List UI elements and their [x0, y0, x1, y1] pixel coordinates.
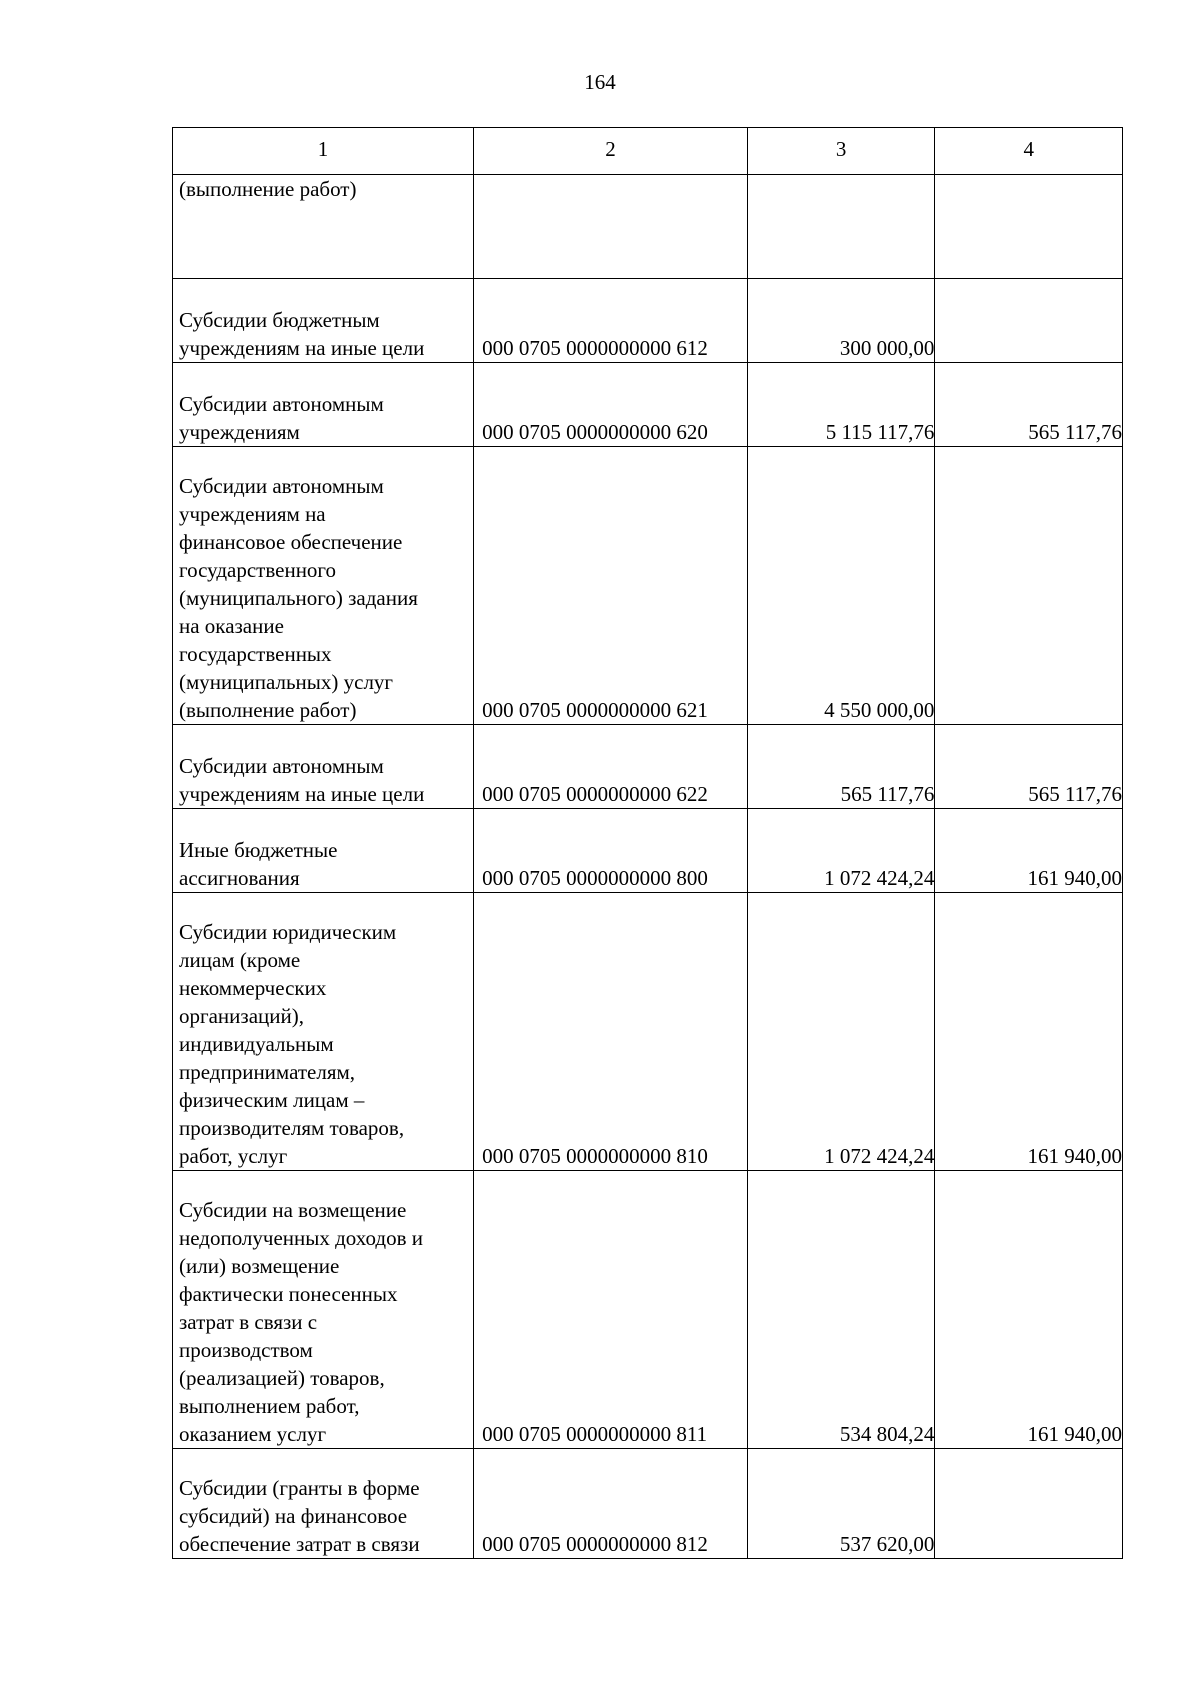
budget-table — [172, 127, 1123, 1559]
row-name-line: Субсидии бюджетным — [179, 308, 380, 332]
row-name-cell — [173, 175, 474, 279]
table-row — [173, 809, 1123, 893]
amount-col3-cell: 4 550 000,00 — [747, 447, 935, 725]
row-name-line: недополученных доходов и — [179, 1226, 423, 1250]
row-name-cell — [173, 1449, 474, 1559]
row-name-line: учреждениям на иные цели — [179, 782, 425, 806]
row-name-line: организаций), — [179, 1004, 304, 1028]
row-name-cell — [173, 279, 474, 363]
table-row — [173, 893, 1123, 1171]
budget-code-cell: 000 0705 0000000000 812 — [474, 1449, 748, 1559]
budget-code-cell — [474, 175, 748, 279]
budget-code-cell: 000 0705 0000000000 612 — [474, 279, 748, 363]
table-row — [173, 279, 1123, 363]
row-name-line: финансовое обеспечение — [179, 530, 403, 554]
row-name-line: производством — [179, 1338, 313, 1362]
row-name-line: работ, услуг — [179, 1144, 288, 1168]
amount-col4-cell — [935, 175, 1123, 279]
row-name-cell — [173, 447, 474, 725]
row-name-line: предпринимателям, — [179, 1060, 356, 1084]
row-name-line: государственного — [179, 558, 337, 582]
budget-code-cell: 000 0705 0000000000 800 — [474, 809, 748, 893]
amount-col4-cell: 161 940,00 — [935, 809, 1123, 893]
amount-col4-cell: 161 940,00 — [935, 1171, 1123, 1449]
budget-code-cell: 000 0705 0000000000 620 — [474, 363, 748, 447]
row-name-line: оказанием услуг — [179, 1422, 327, 1446]
row-name-line: учреждениям — [179, 420, 300, 444]
row-name-line: фактически понесенных — [179, 1282, 398, 1306]
row-name-line: учреждениям на — [179, 502, 326, 526]
row-name-line: (выполнение работ) — [179, 698, 357, 722]
budget-code-cell: 000 0705 0000000000 622 — [474, 725, 748, 809]
row-name-cell — [173, 725, 474, 809]
budget-code-cell: 000 0705 0000000000 810 — [474, 893, 748, 1171]
row-name-line: производителям товаров, — [179, 1116, 405, 1140]
amount-col4-cell — [935, 279, 1123, 363]
amount-col3-cell: 537 620,00 — [747, 1449, 935, 1559]
row-name-line: обеспечение затрат в связи — [179, 1532, 420, 1556]
row-name-line: (выполнение работ) — [179, 177, 357, 201]
table-row — [173, 447, 1123, 725]
table-header-row — [173, 128, 1123, 175]
budget-code-cell: 000 0705 0000000000 811 — [474, 1171, 748, 1449]
row-name-line: государственных — [179, 642, 332, 666]
amount-col3-cell: 534 804,24 — [747, 1171, 935, 1449]
column-header: 3 — [747, 128, 935, 175]
amount-col3-cell: 1 072 424,24 — [747, 893, 935, 1171]
amount-col3-cell: 565 117,76 — [747, 725, 935, 809]
column-header: 1 — [173, 128, 474, 175]
amount-col4-cell: 565 117,76 — [935, 725, 1123, 809]
amount-col3-cell — [747, 175, 935, 279]
amount-col4-cell: 161 940,00 — [935, 893, 1123, 1171]
row-name-line: затрат в связи с — [179, 1310, 318, 1334]
page-number: 164 — [584, 70, 616, 94]
row-name-line: Субсидии (гранты в форме — [179, 1476, 420, 1500]
amount-col3-cell: 5 115 117,76 — [747, 363, 935, 447]
row-name-line: Субсидии автономным — [179, 474, 384, 498]
column-header: 2 — [474, 128, 748, 175]
row-name-line: (реализацией) товаров, — [179, 1366, 385, 1390]
row-name-line: Субсидии автономным — [179, 754, 384, 778]
row-name-cell — [173, 1171, 474, 1449]
row-name-line: некоммерческих — [179, 976, 327, 1000]
row-name-line: лицам (кроме — [179, 948, 301, 972]
row-name-cell — [173, 893, 474, 1171]
row-name-line: Субсидии автономным — [179, 392, 384, 416]
row-name-line: (или) возмещение — [179, 1254, 340, 1278]
column-header: 4 — [935, 128, 1123, 175]
row-name-line: (муниципальных) услуг — [179, 670, 394, 694]
row-name-line: на оказание — [179, 614, 284, 638]
row-name-line: выполнением работ, — [179, 1394, 360, 1418]
row-name-line: Субсидии юридическим — [179, 920, 397, 944]
table-row — [173, 1171, 1123, 1449]
row-name-line: индивидуальным — [179, 1032, 334, 1056]
table-row — [173, 1449, 1123, 1559]
row-name-line: физическим лицам – — [179, 1088, 365, 1112]
amount-col3-cell: 300 000,00 — [747, 279, 935, 363]
budget-code-cell: 000 0705 0000000000 621 — [474, 447, 748, 725]
amount-col4-cell — [935, 447, 1123, 725]
amount-col3-cell: 1 072 424,24 — [747, 809, 935, 893]
amount-col4-cell: 565 117,76 — [935, 363, 1123, 447]
row-name-line: субсидий) на финансовое — [179, 1504, 408, 1528]
row-name-line: (муниципального) задания — [179, 586, 418, 610]
row-name-line: Субсидии на возмещение — [179, 1198, 407, 1222]
table-row — [173, 725, 1123, 809]
row-name-line: учреждениям на иные цели — [179, 336, 425, 360]
table-row — [173, 175, 1123, 279]
row-name-cell — [173, 809, 474, 893]
table-row — [173, 363, 1123, 447]
amount-col4-cell — [935, 1449, 1123, 1559]
row-name-cell — [173, 363, 474, 447]
row-name-line: ассигнования — [179, 866, 300, 890]
row-name-line: Иные бюджетные — [179, 838, 338, 862]
